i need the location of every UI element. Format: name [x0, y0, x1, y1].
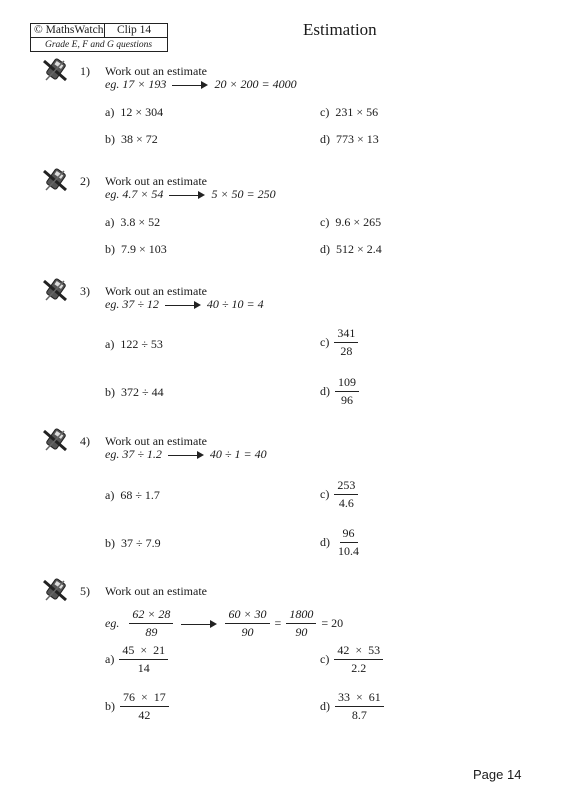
calculator-crossed-icon	[42, 58, 68, 82]
question-instruction: Work out an estimate	[105, 174, 208, 188]
part-b: b) 37 ÷ 7.9	[105, 536, 161, 550]
part-a: a) 122 ÷ 53	[105, 337, 163, 351]
arrow-icon	[181, 619, 217, 629]
fraction: $\frac{76 \times 17}{42}$	[120, 690, 169, 723]
part-c: c) 9.6 × 265	[320, 215, 382, 229]
question-number: 2)	[80, 174, 90, 188]
header-box	[30, 23, 168, 52]
part-a: a) $\frac{45 \times 21}{14}$	[105, 643, 168, 676]
fraction: $\frac{1800}{90}$	[286, 607, 316, 640]
question-number: 1)	[80, 64, 90, 78]
question-instruction: Work out an estimate	[105, 64, 208, 78]
copyright-label: © MathsWatch	[31, 24, 105, 37]
part-d: d) 512 × 2.4	[320, 242, 382, 256]
part-d: d) 773 × 13	[320, 132, 379, 146]
worked-example: eg. $\frac{62 \times 28}{89}$ $\frac{60 \times 30}{90}$ = $\frac{1800}{90}$ = 20	[105, 607, 344, 639]
page-number: Page 14	[473, 767, 522, 782]
worked-example: eg. 37 ÷ 12 40 ÷ 10 = 4	[105, 297, 264, 311]
worked-example: eg. 4.7 × 54 5 × 50 = 250	[105, 187, 276, 201]
fraction: $\frac{96}{10.4}$	[338, 526, 359, 558]
page-title: Estimation	[303, 20, 377, 39]
question-number: 4)	[80, 434, 90, 448]
fraction: $\frac{62 \times 28}{89}$	[129, 607, 173, 640]
question-number: 5)	[80, 584, 90, 598]
arrow-icon	[168, 450, 204, 460]
part-b: b) 38 × 72	[105, 132, 158, 146]
worked-example: eg. 17 × 193 20 × 200 = 4000	[105, 77, 297, 91]
part-a: a) 68 ÷ 1.7	[105, 488, 160, 502]
grades-label: Grade E, F and G questions	[45, 40, 153, 50]
part-c: c) $\frac{253}{4.6}$	[320, 478, 358, 511]
arrow-icon	[165, 300, 201, 310]
calculator-crossed-icon	[42, 278, 68, 302]
calculator-crossed-icon	[42, 428, 68, 452]
part-d: d) $\frac{96}{10.4}$	[320, 526, 362, 559]
question-number: 3)	[80, 284, 90, 298]
part-d: d) $\frac{109}{96}$	[320, 375, 359, 408]
question-instruction: Work out an estimate	[105, 584, 208, 598]
part-c: c) $\frac{341}{28}$	[320, 326, 358, 359]
part-c: c) $\frac{42 \times 53}{2.2}$	[320, 643, 383, 676]
calculator-crossed-icon	[42, 578, 68, 602]
part-d: d) $\frac{33 \times 61}{8.7}$	[320, 690, 384, 723]
fraction: $\frac{42 \times 53}{2.2}$	[334, 643, 383, 676]
clip-label: Clip 14	[117, 24, 152, 36]
part-b: b) $\frac{76 \times 17}{42}$	[105, 690, 169, 723]
calculator-crossed-icon	[42, 168, 68, 192]
part-b: b) 7.9 × 103	[105, 242, 167, 256]
fraction: $\frac{33 \times 61}{8.7}$	[335, 690, 384, 723]
fraction: $\frac{253}{4.6}$	[334, 478, 358, 511]
part-a: a) 12 × 304	[105, 105, 164, 119]
question-instruction: Work out an estimate	[105, 284, 208, 298]
fraction: $\frac{45 \times 21}{14}$	[119, 643, 168, 676]
fraction: $\frac{341}{28}$	[334, 326, 358, 359]
fraction: $\frac{60 \times 30}{90}$	[225, 607, 269, 640]
question-instruction: Work out an estimate	[105, 434, 208, 448]
fraction: $\frac{109}{96}$	[335, 375, 359, 408]
arrow-icon	[169, 190, 205, 200]
worked-example: eg. 37 ÷ 1.2 40 ÷ 1 = 40	[105, 447, 267, 461]
part-b: b) 372 ÷ 44	[105, 385, 164, 399]
arrow-icon	[172, 80, 208, 90]
part-c: c) 231 × 56	[320, 105, 379, 119]
part-a: a) 3.8 × 52	[105, 215, 161, 229]
